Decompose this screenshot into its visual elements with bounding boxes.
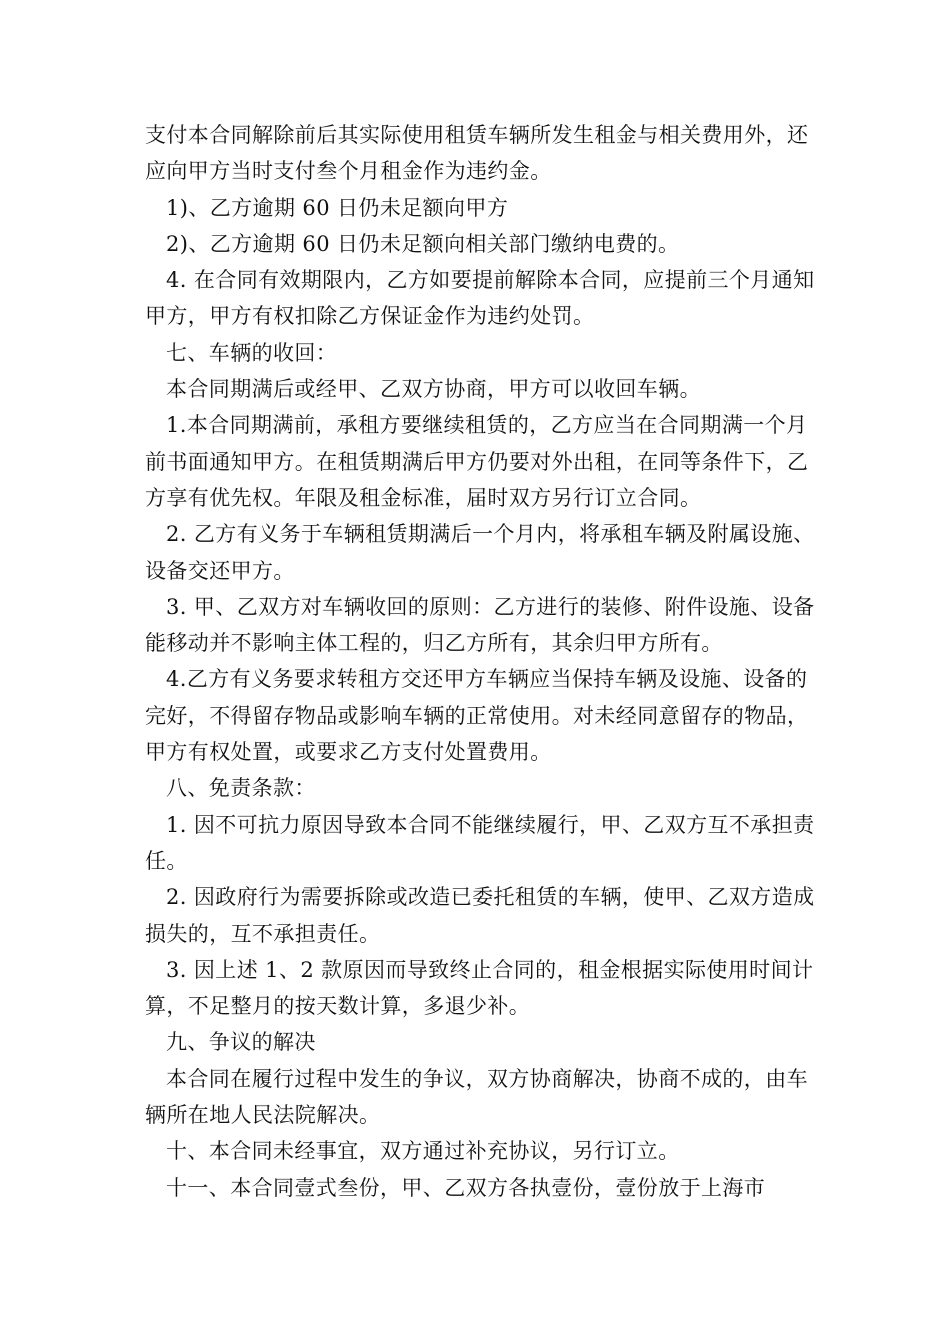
paragraph-section-8-clause-3: 3. 因上述 1、2 款原因而导致终止合同的，租金根据实际使用时间计算，不足整月的按天数计算，多退少补。 [145, 957, 814, 1019]
paragraph-section-7-clause-4: 4.乙方有义务要求转租方交还甲方车辆应当保持车辆及设施、设备的完好，不得留存物品或影响车辆的正常使用。对未经同意留存的物品，甲方有权处置，或要求乙方支付处置费用。 [145, 667, 809, 765]
section-heading-10: 十、本合同未经事宜，双方通过补充协议，另行订立。 [166, 1139, 680, 1164]
paragraph-item-1: 1)、乙方逾期 60 日仍未足额向甲方 [166, 195, 509, 220]
contract-body [145, 117, 815, 1206]
section-heading-9: 九、争议的解决 [166, 1030, 316, 1055]
section-heading-7: 七、车辆的收回： [166, 340, 338, 365]
paragraph-continuation: 支付本合同解除前后其实际使用租赁车辆所发生租金与相关费用外，还应向甲方当时支付叁个月租金作为违约金。 [145, 123, 809, 184]
paragraph-section-7-clause-2: 2. 乙方有义务于车辆租赁期满后一个月内，将承租车辆及附属设施、设备交还甲方。 [145, 522, 815, 583]
section-heading-11: 十一、本合同壹式叁份，甲、乙双方各执壹份，壹份放于上海市 [166, 1175, 766, 1200]
paragraph-section-8-clause-2: 2. 因政府行为需要拆除或改造已委托租赁的车辆，使甲、乙双方造成损失的，互不承担责任。 [145, 885, 815, 946]
paragraph-clause-4: 4. 在合同有效期限内，乙方如要提前解除本合同，应提前三个月通知甲方，甲方有权扣除乙方保证金作为违约处罚。 [145, 268, 815, 329]
paragraph-section-7-clause-1: 1.本合同期满前，承租方要继续租赁的，乙方应当在合同期满一个月前书面通知甲方。在租赁期满后甲方仍要对外出租，在同等条件下，乙方享有优先权。年限及租金标准，届时双方另行订立合同。 [145, 413, 809, 510]
paragraph-section-9-body: 本合同在履行过程中发生的争议，双方协商解决，协商不成的，由车辆所在地人民法院解决。 [145, 1066, 808, 1128]
section-heading-8: 八、免责条款： [166, 776, 316, 801]
paragraph-section-7-intro: 本合同期满后或经甲、乙双方协商，甲方可以收回车辆。 [166, 377, 701, 402]
paragraph-section-8-clause-1: 1. 因不可抗力原因导致本合同不能继续履行，甲、乙双方互不承担责任。 [145, 812, 815, 873]
paragraph-item-2: 2)、乙方逾期 60 日仍未足额向相关部门缴纳电费的。 [166, 231, 680, 256]
paragraph-section-7-clause-3: 3. 甲、乙双方对车辆收回的原则：乙方进行的装修、附件设施、设备能移动并不影响主体工程的，归乙方所有，其余归甲方所有。 [145, 594, 815, 656]
